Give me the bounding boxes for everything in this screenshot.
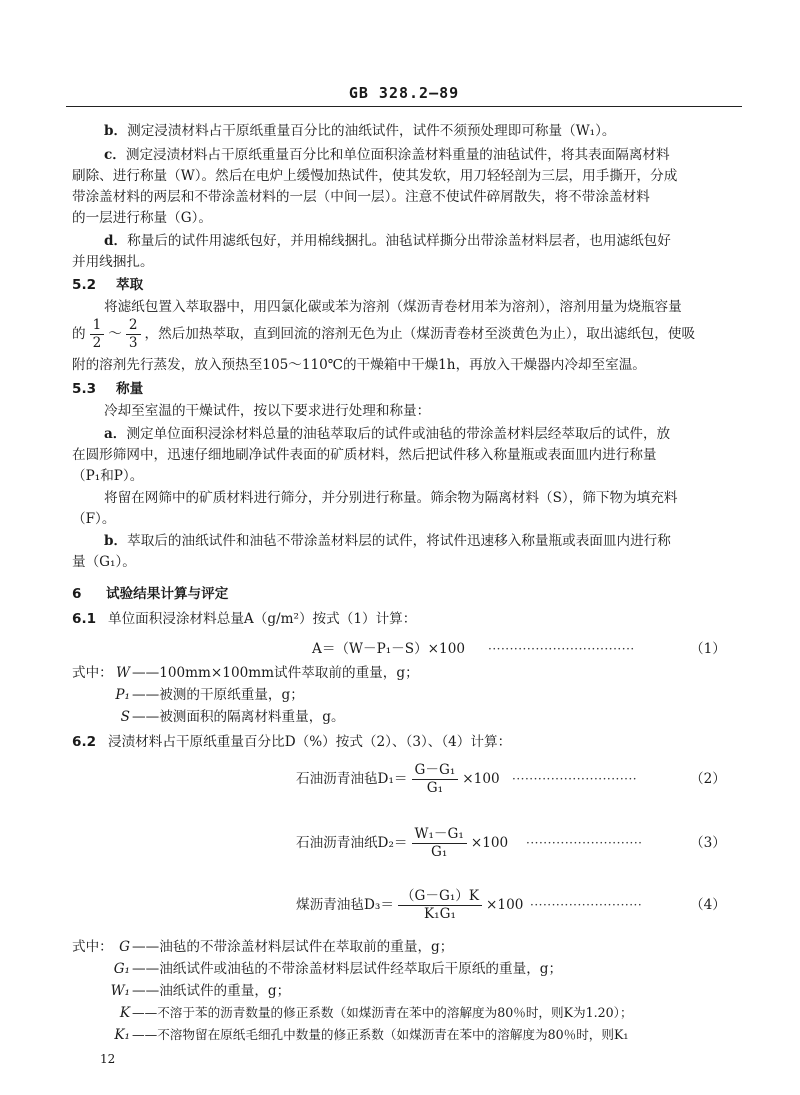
- equation-4: 煤沥青油毡D₃＝ $\frac{\text{（G－G₁）K}}{\text{K₁G₁}}$ ×100: [296, 888, 524, 922]
- defs2-text-k: ——不溶于苯的沥青数量的修正系数（如煤沥青在苯中的溶解度为80％时，则K为1.20）；: [132, 1005, 633, 1020]
- defs2-sym-w1: W₁: [110, 983, 130, 999]
- equation-1-leader: ··································: [488, 642, 635, 656]
- equation-3: 石油沥青油纸D₂＝ $\frac{\text{W₁－G₁}}{\text{G₁}}$ ×100: [296, 826, 509, 860]
- defs1-text-w: ——100mm×100mm试件萃取前的重量，g；: [132, 665, 419, 681]
- defs1-sym-s: S: [120, 709, 130, 725]
- standard-header: GB 328.2—89: [66, 82, 742, 107]
- defs2-text-w1: ——油纸试件的重量，g；: [132, 983, 291, 999]
- para-d1-line1: d．称量后的试件用滤纸包好，并用棉线捆扎。油毡试样撕分出带涂盖材料层者，也用滤纸包好: [104, 233, 671, 249]
- para-a-line2: 在圆形筛网中，迅速仔细地刷净试件表面的矿质材料，然后把试件移入称量瓶或表面皿内进行称量: [72, 447, 657, 463]
- equation-1: A＝（W－P₁－S）×100: [312, 641, 466, 657]
- para-a-line1: a．测定单位面积浸涂材料总量的油毡萃取后的试件或油毡的带涂盖材料层经萃取后的试件，放: [104, 426, 671, 442]
- para-d1-line2: 并用线捆扎。: [72, 254, 154, 270]
- defs2-text-g: ——油毡的不带涂盖材料层试件在萃取前的重量，g；: [132, 939, 454, 955]
- page-number: 12: [100, 1052, 116, 1066]
- para-c1-line3: 带涂盖材料的两层和不带涂盖材料的一层（中间一层）。注意不使试件碎屑散失，将不带涂盖材料: [72, 189, 650, 205]
- para-a2-line1: 将留在网筛中的矿质材料进行筛分，并分别进行称量。筛余物为隔离材料（S），筛下物为填充料: [104, 490, 678, 506]
- para-6-2: 6.2 浸渍材料占干原纸重量百分比D（%）按式（2）、（3）、（4）计算：: [72, 734, 512, 750]
- heading-5-3: 5.3 称量: [72, 381, 144, 397]
- para-b2-line2: 量（G₁）。: [72, 554, 136, 570]
- heading-5-2: 5.2 萃取: [72, 277, 144, 293]
- equation-4-tag: （4）: [690, 897, 726, 913]
- para-c1-line4: 的一层进行称量（G）。: [72, 210, 212, 226]
- para-a-line3: （P₁和P）。: [72, 468, 144, 484]
- fraction-one-half: $\frac{1}{2}$: [90, 317, 105, 352]
- equation-1-tag: （1）: [690, 641, 726, 657]
- defs2-text-k1: ——不溶物留在原纸毛细孔中数量的修正系数（如煤沥青在苯中的溶解度为80％时，则K₁: [132, 1027, 629, 1042]
- defs2-sym-k: K: [119, 1005, 130, 1021]
- para-c1-line2: 刷除、进行称量（W）。然后在电炉上缓慢加热试件，使其发软，用刀轻轻剖为三层，用手撕开，分成: [72, 168, 678, 184]
- equation-4-leader: ··························: [530, 898, 643, 912]
- defs2-sym-g1: G₁: [113, 961, 130, 977]
- defs1-text-p1: ——被测的干原纸重量，g；: [132, 687, 304, 703]
- defs2-sym-g: G: [119, 939, 130, 955]
- para-b1: b．测定浸渍材料占干原纸重量百分比的油纸试件，试件不须预处理即可称量（W₁）。: [104, 123, 616, 139]
- para-5-2-line2: 的 $\frac{1}{2}$ ～ $\frac{2}{3}$ ，然后加热萃取，直到回流的溶剂无色为止（煤沥青卷材至淡黄色为止），取出滤纸包，使吸: [72, 317, 696, 351]
- defs1-sym-p1: P₁: [115, 687, 130, 703]
- para-5-3-intro: 冷却至室温的干燥试件，按以下要求进行处理和称量：: [104, 403, 431, 419]
- equation-2-tag: （2）: [690, 771, 726, 787]
- defs2-prefix: 式中：: [72, 939, 113, 955]
- heading-6: 6 试验结果计算与评定: [72, 586, 229, 602]
- para-b2-line1: b．萃取后的油纸试件和油毡不带涂盖材料层的试件，将试件迅速移入称量瓶或表面皿内进行称: [104, 533, 671, 549]
- para-6-1: 6.1 单位面积浸涂材料总量A（g/m²）按式（1）计算：: [72, 611, 417, 627]
- defs2-text-g1: ——油纸试件或油毡的不带涂盖材料层试件经萃取后干原纸的重量，g；: [132, 961, 563, 977]
- para-5-2-line3: 附的溶剂先行蒸发，放入预热至105～110℃的干燥箱中干燥1h，再放入干燥器内冷却至室温。: [72, 357, 646, 373]
- equation-2: 石油沥青油毡D₁＝ $\frac{\text{G－G₁}}{\text{G₁}}$ ×100: [296, 762, 500, 796]
- defs1-sym-w: W: [116, 665, 130, 681]
- equation-3-tag: （3）: [690, 835, 726, 851]
- para-5-2-line1: 将滤纸包置入萃取器中，用四氯化碳或苯为溶剂（煤沥青卷材用苯为溶剂），溶剂用量为烧瓶容量: [104, 299, 682, 315]
- para-a2-line2: （F）。: [72, 511, 116, 527]
- defs1-prefix: 式中：: [72, 665, 113, 681]
- equation-2-leader: ·····························: [512, 772, 638, 786]
- fraction-two-thirds: $\frac{2}{3}$: [126, 317, 141, 352]
- para-c1-line1: c．测定浸渍材料占干原纸重量百分比和单位面积涂盖材料重量的油毡试件，将其表面隔离材料: [104, 147, 670, 163]
- defs1-text-s: ——被测面积的隔离材料重量，g。: [132, 709, 345, 725]
- defs2-sym-k1: K₁: [114, 1027, 130, 1043]
- equation-3-leader: ···························: [526, 836, 643, 850]
